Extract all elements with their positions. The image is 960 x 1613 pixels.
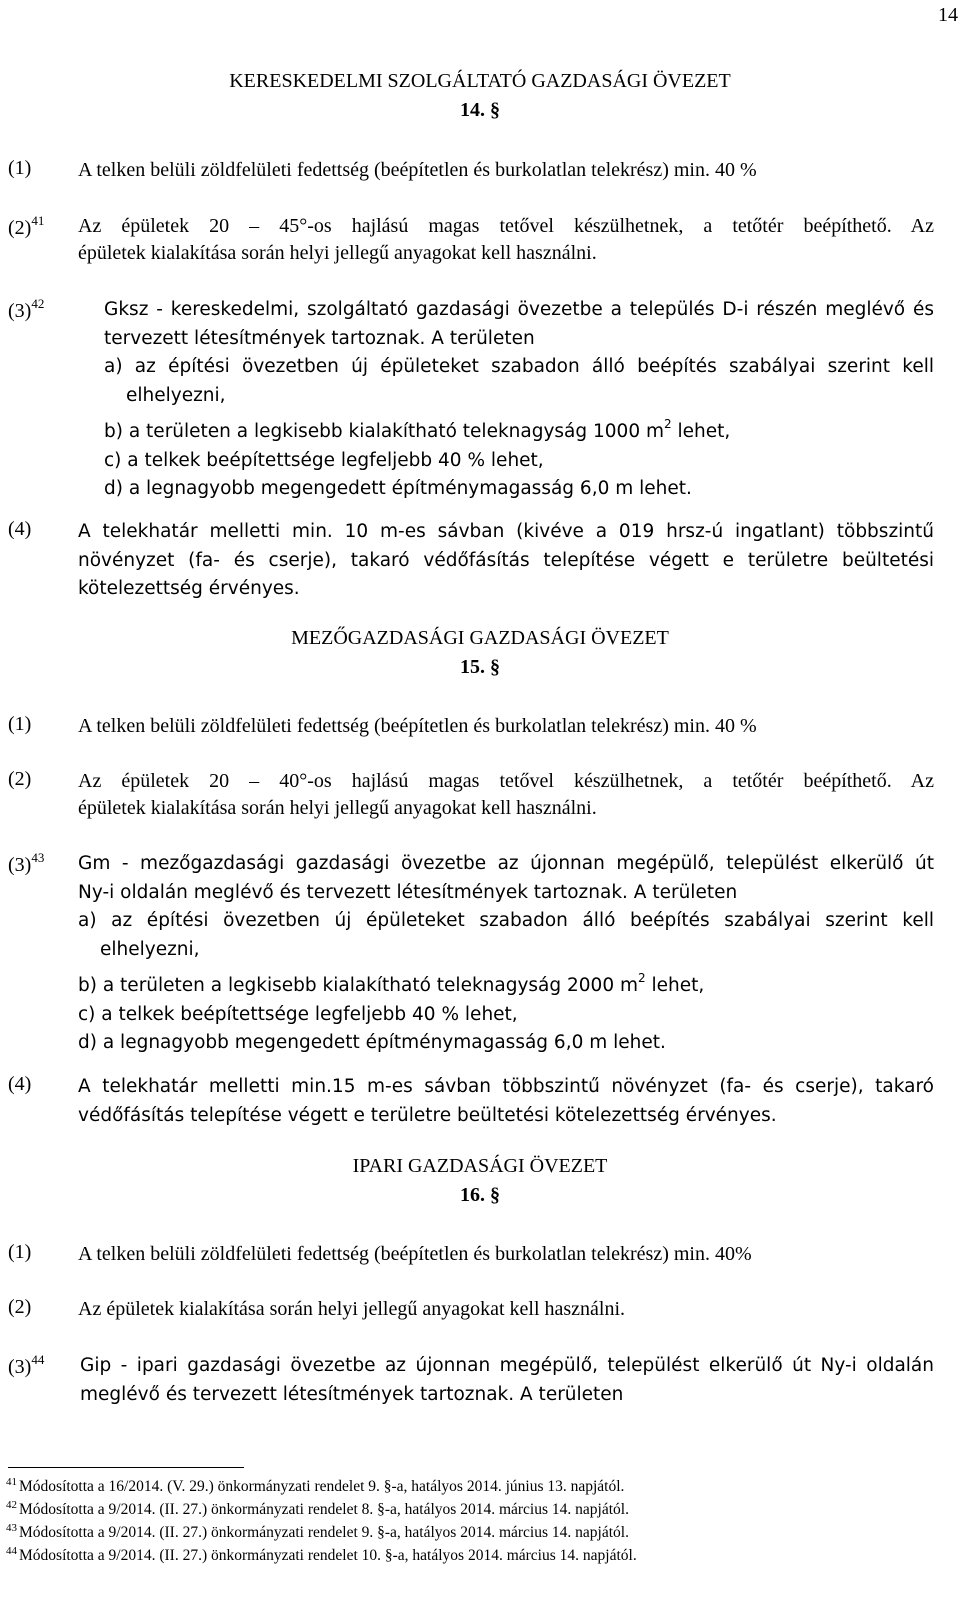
paragraph-number: (2)	[8, 768, 32, 790]
footnote: $^{44}$ Módosította a 9/2014. (II. 27.) önkormányzati rendelet 10. §-a, hatályos 2014. március 14. napjától.	[6, 1545, 637, 1564]
footnote-ref: 42	[31, 296, 45, 311]
paragraph-number: (4)	[8, 1073, 32, 1095]
footnote-ref: 44	[31, 1352, 45, 1367]
paragraph-number: $(3)^{43}$	[8, 850, 45, 876]
paragraph-text: Az épületek 20 – 40°-os hajlású magas tetővel készülhetnek, a tetőtér beépíthető. Az épületek kialakítása során helyi jellegű anyagokat kell használni.	[78, 770, 934, 819]
paragraph-number: (1)	[8, 157, 32, 179]
footnote: $^{43}$ Módosította a 9/2014. (II. 27.) önkormányzati rendelet 9. §-a, hatályos 2014. március 14. napjától.	[6, 1522, 629, 1541]
section-number: 15. §	[460, 656, 500, 678]
paragraph-text: Az épületek kialakítása során helyi jellegű anyagokat kell használni.	[78, 1298, 626, 1320]
footnote-separator	[8, 1467, 244, 1468]
footnote: $^{41}$ Módosította a 16/2014. (V. 29.) önkormányzati rendelet 9. §-a, hatályos 2014. június 13. napjától.	[6, 1476, 625, 1495]
footnote-ref: 43	[31, 850, 45, 865]
paragraph-text: Gm - mezőgazdasági gazdasági övezetbe az újonnan megépülő, települést elkerülő út Ny-i oldalán meglévő és tervezett létesítmények tartoznak. A területen a) az építési övezetben új épületeket szabadon álló beépítés szabályai szerint kell elhelyezni, b) a területen a legkisebb kialakítható teleknagyság 2000 $m^2$ lehet, c) a telkek beépítettsége legfeljebb 40 % lehet, d) a legnagyobb megengedett építménymagasság 6,0 m lehet.	[78, 853, 934, 1053]
section-number: 16. §	[460, 1184, 500, 1206]
section-number: 14. §	[460, 99, 500, 121]
paragraph-text: Gip - ipari gazdasági övezetbe az újonnan megépülő, települést elkerülő út Ny-i oldalán meglévő és tervezett létesítmények tartoznak. A területen	[80, 1355, 934, 1405]
paragraph-text: A telken belüli zöldfelületi fedettség (beépítetlen és burkolatlan telekrész) min. 40 %	[78, 715, 757, 737]
paragraph-number: (1)	[8, 713, 32, 735]
footnote-ref: 41	[31, 213, 45, 228]
paragraph-text: A telken belüli zöldfelületi fedettség (beépítetlen és burkolatlan telekrész) min. 40 %	[78, 159, 757, 181]
paragraph-number: (2)	[8, 1296, 32, 1318]
paragraph-number: $(2)^{41}$	[8, 213, 45, 239]
paragraph-number: $(3)^{42}$	[8, 296, 45, 322]
page-number: 14	[938, 4, 958, 26]
paragraph-number: (4)	[8, 518, 32, 540]
paragraph-text: A telekhatár melletti min. 10 m-es sávban (kivéve a 019 hrsz-ú ingatlant) többszintű növényzet (fa- és cserje), takaró védőfásítás telepítése végett e területre beültetési kötelezettség érvényes.	[78, 521, 934, 599]
paragraph-text: Gksz - kereskedelmi, szolgáltató gazdasági övezetbe a település D-i részén meglévő és tervezett létesítmények tartoznak. A területen a) az építési övezetben új épületeket szabadon álló beépítés szabályai szerint kell elhelyezni, b) a területen a legkisebb kialakítható teleknagyság 1000 $m^2$ lehet, c) a telkek beépítettsége legfeljebb 40 % lehet, d) a legnagyobb megengedett építménymagasság 6,0 m lehet.	[104, 299, 934, 499]
paragraph-text: A telekhatár melletti min.15 m-es sávban többszintű növényzet (fa- és cserje), takaró védőfásítás telepítése végett e területre beültetési kötelezettség érvényes.	[78, 1076, 934, 1126]
section-title: KERESKEDELMI SZOLGÁLTATÓ GAZDASÁGI ÖVEZET	[229, 70, 731, 92]
paragraph-number: (1)	[8, 1241, 32, 1263]
paragraph-number: $(3)^{44}$	[8, 1352, 45, 1378]
paragraph-text: Az épületek 20 – 45°-os hajlású magas tetővel készülhetnek, a tetőtér beépíthető. Az épületek kialakítása során helyi jellegű anyagokat kell használni.	[78, 215, 934, 264]
paragraph-text: A telken belüli zöldfelületi fedettség (beépítetlen és burkolatlan telekrész) min. 40%	[78, 1243, 752, 1265]
section-title: MEZŐGAZDASÁGI GAZDASÁGI ÖVEZET	[291, 627, 669, 649]
footnote: $^{42}$ Módosította a 9/2014. (II. 27.) önkormányzati rendelet 8. §-a, hatályos 2014. március 14. napjától.	[6, 1499, 629, 1518]
section-title: IPARI GAZDASÁGI ÖVEZET	[352, 1155, 608, 1177]
